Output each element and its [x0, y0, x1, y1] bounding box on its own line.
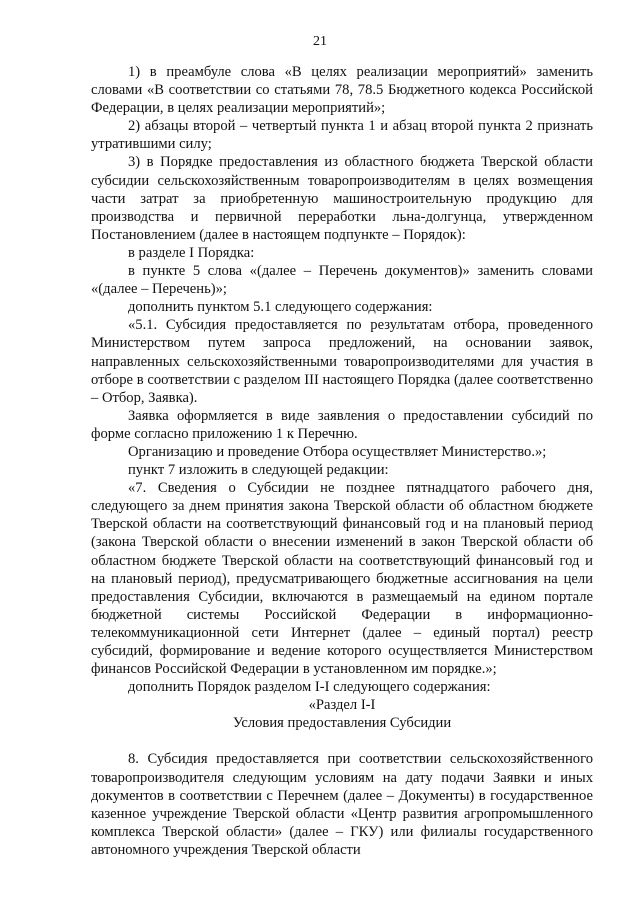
paragraph-repeal: 2) абзацы второй – четвертый пункта 1 и абзац второй пункта 2 признать утратившими силу; [91, 118, 593, 153]
paragraph-section-one: в разделе I Порядка: [128, 244, 255, 261]
paragraph-procedure-amendment: 3) в Порядке предоставления из областного бюджета Тверской области субсидии сельскохозяйственным товаропроизводителям в целях возмещения части затрат за приобретенную машиностроительную продукцию для производства и первичной переработки льна-долгунца, утвержденном Постановлением (далее в настоящем подпункте – Порядок): [91, 154, 593, 243]
page-number: 21 [313, 34, 327, 49]
paragraph-add-section: дополнить Порядок разделом I-I следующего содержания: [128, 679, 491, 696]
document-body [91, 63, 593, 859]
paragraph-7-text: «7. Сведения о Субсидии не позднее пятнадцатого рабочего дня, следующего за днем принятия закона Тверской области об областном бюджете Тверской области на соответствующий финансовый год и на плановый период (закона Тверской области о внесении изменений в закон Тверской области об областном бюджете Тверской области на соответствующий финансовый год и на плановый период), предусматривающего бюджетные ассигнования на цели предоставления Субсидии, включаются в размещаемый на едином портале бюджетной системы Российской Федерации в информационно-телекоммуникационной сети Интернет (далее – единый портал) реестр субсидий, формирование и ведение которого осуществляется Министерством финансов Российской Федерации в установленном им порядке.»; [91, 480, 593, 678]
paragraph-8-text: 8. Субсидия предоставляется при соответствии сельскохозяйственного товаропроизводителя следующим условиям на дату подачи Заявки и иных документов в соответствии с Перечнем (далее – Документы) в государственное казенное учреждение Тверской области «Центр развития агропромышленного комплекса Тверской области» (далее – ГКУ) или филиалы государственного автономного учреждения Тверской области [91, 751, 593, 858]
paragraph-point-5: в пункте 5 слова «(далее – Перечень документов)» заменить словами «(далее – Перечень)»; [91, 263, 593, 298]
section-spacer [91, 732, 593, 750]
section-title: Условия предоставления Субсидии [232, 715, 452, 732]
paragraph-ministry-selection: Организацию и проведение Отбора осуществляет Министерство.»; [128, 443, 547, 460]
section-heading: «Раздел I-I [308, 697, 376, 714]
paragraph-preamble-amendment: 1) в преамбуле слова «В целях реализации мероприятий» заменить словами «В соответствии со статьями 78, 78.5 Бюджетного кодекса Российской Федерации, в целях реализации мероприятий»; [91, 64, 593, 117]
paragraph-add-5-1: дополнить пунктом 5.1 следующего содержания: [128, 299, 433, 316]
paragraph-application-form: Заявка оформляется в виде заявления о предоставлении субсидий по форме согласно приложению 1 к Перечню. [91, 407, 593, 442]
paragraph-point-7: пункт 7 изложить в следующей редакции: [128, 462, 389, 479]
paragraph-5-1-text: «5.1. Субсидия предоставляется по результатам отбора, проведенного Министерством путем запроса предложений, на основании заявок, направленных сельскохозяйственными товаропроизводителями для участия в отборе в соответствии с разделом III настоящего Порядка (далее соответственно – Отбор, Заявка). [91, 317, 593, 406]
